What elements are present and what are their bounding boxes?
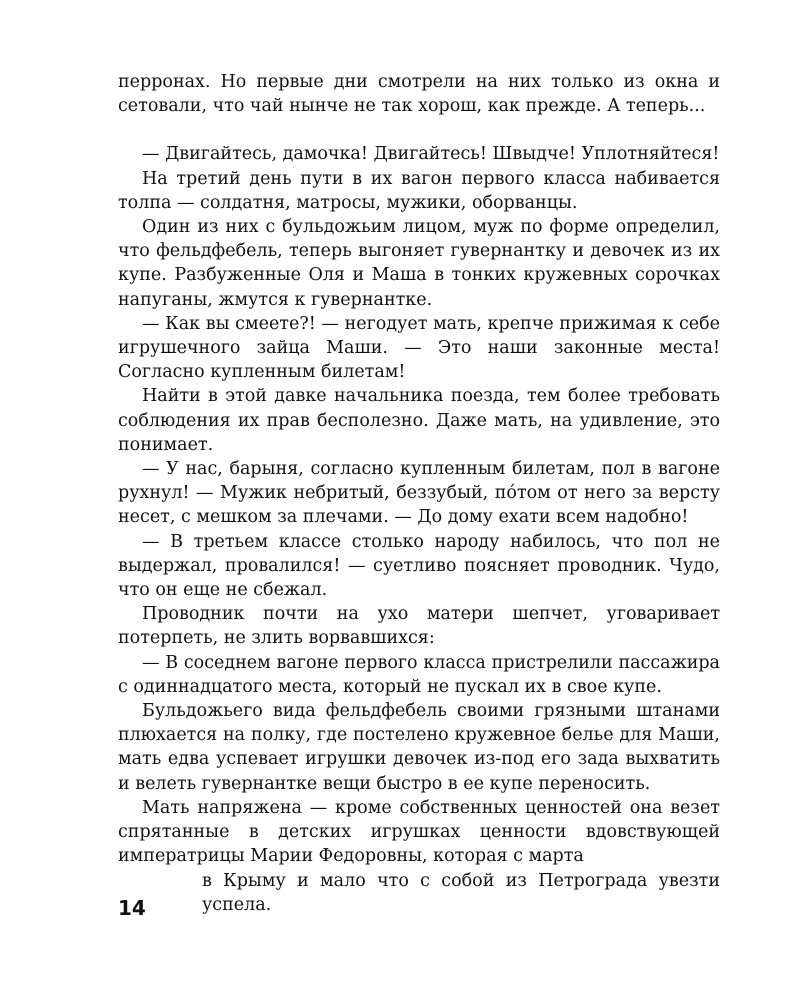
page-number: 14	[118, 896, 146, 920]
paragraph-10: — В соседнем вагоне первого класса пристрелили пассажира с одиннадцатого места, который не пускал их в свое купе.	[118, 652, 720, 697]
paragraph-11: Бульдожьего вида фельдфебель своими грязными штанами плюхается на полку, где постелено кружевное белье для Маши, мать едва успевает игрушки девочек из-под его зада выхватить и велеть гувернантке вещи быстро в ее купе переносить.	[118, 701, 720, 794]
paragraph-8: — В третьем классе столько народу набилось, что пол не выдержал, провалился! — суетливо поясняет проводник. Чудо, что он еще не сбежал.	[118, 531, 720, 601]
paragraph-3: На третий день пути в их вагон первого класса набивается толпа — солдатня, матросы, мужики, оборванцы.	[118, 168, 720, 213]
book-page-text	[118, 70, 720, 917]
paragraph-4: Один из них с бульдожьим лицом, муж по форме определил, что фельдфебель, теперь выгоняет гувернантку и девочек из их купе. Разбуженные Оля и Маша в тонких кружевных сорочках напуганы, жмутся к гувернантке.	[118, 217, 720, 310]
paragraph-12: Мать напряжена — кроме собственных ценностей она везет спрятанные в детских игрушках ценности вдовствующей императрицы Марии Федоровны, которая с марта	[118, 797, 720, 867]
paragraph-12-continued: в Крыму и мало что с собой из Петрограда увезти успела.	[202, 870, 720, 915]
paragraph-5: — Как вы смеете?! — негодует мать, крепче прижимая к себе игрушечного зайца Маши. — Это наши законные места! Согласно купленным билетам!	[118, 313, 720, 383]
paragraph-1: перронах. Но первые дни смотрели на них только из окна и сетовали, что чай нынче не так хорош, как прежде. А теперь...	[118, 72, 720, 117]
paragraph-6: Найти в этой давке начальника поезда, тем более требовать соблюдения их прав бесполезно. Даже мать, на удивление, это понимает.	[118, 386, 720, 455]
paragraph-2: — Двигайтесь, дамочка! Двигайтесь! Швыдче! Уплотняйтеся!	[142, 144, 720, 165]
section-break	[118, 118, 720, 142]
paragraph-9: Проводник почти на ухо матери шепчет, уговаривает потерпеть, не злить ворвавшихся:	[118, 604, 720, 649]
paragraph-7: — У нас, барыня, согласно купленным билетам, пол в вагоне рухнул! — Мужик небритый, беззубый, пóтом от него за версту несет, с мешком за плечами. — До дому ехати всем надобно!	[118, 459, 720, 528]
